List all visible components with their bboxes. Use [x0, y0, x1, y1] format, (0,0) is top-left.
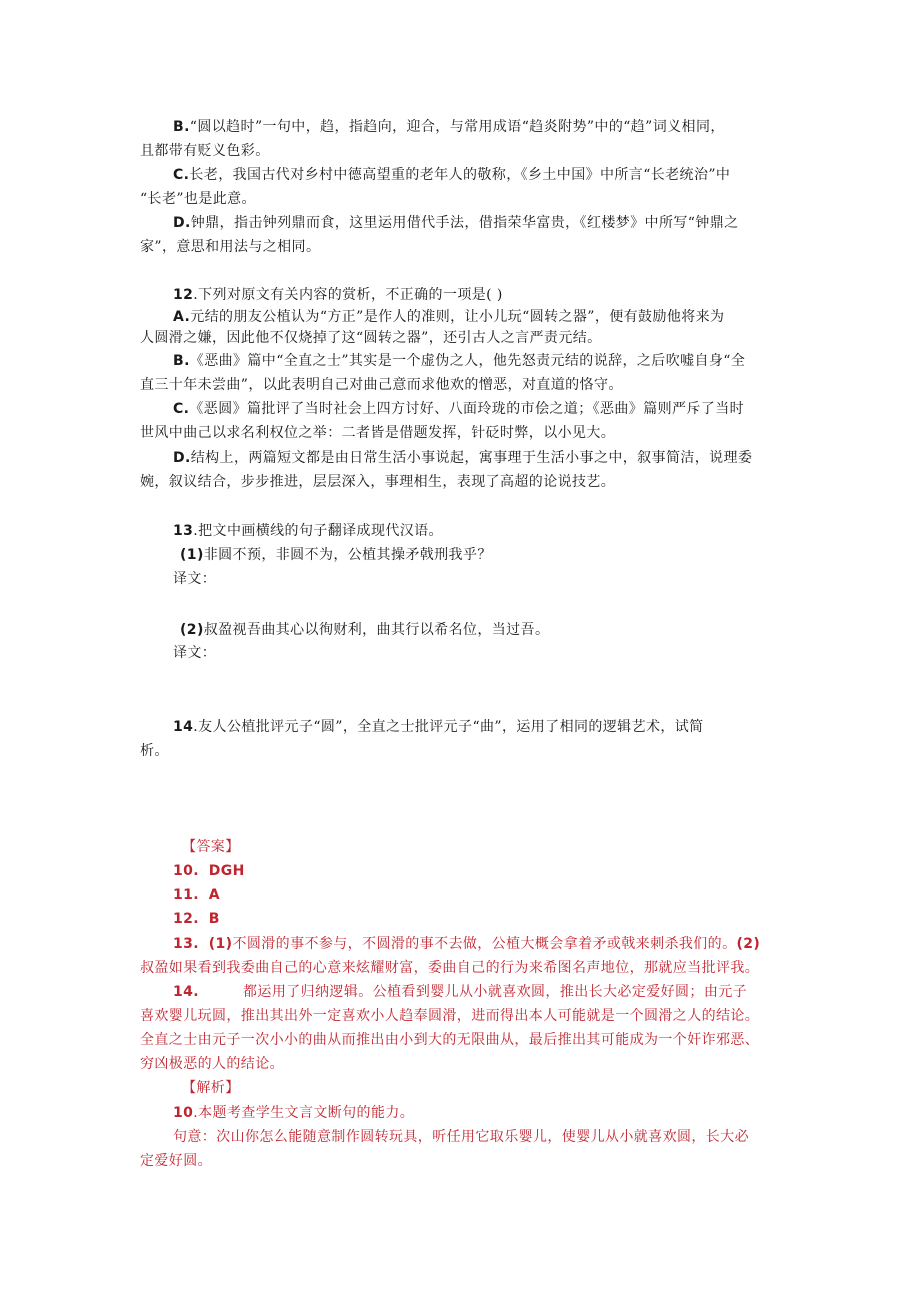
q13-part2-text: 叔盈视吾曲其心以徇财利，曲其行以希名位，当过吾。	[203, 622, 550, 638]
q12-option-a-line2: 人圆滑之嫌，因此他不仅烧掉了这“圆转之器”，还引古人之言严责元结。	[140, 330, 602, 346]
analysis-10-number: 10	[173, 1105, 194, 1121]
q11-option-d-line1	[173, 213, 739, 233]
q13-part2-label: (2)	[180, 622, 204, 638]
q12-option-d-line1	[173, 448, 752, 468]
answer-11-value: A	[208, 887, 220, 903]
answer-12-value: B	[208, 911, 220, 927]
q13-translation2-label: 译文：	[173, 645, 217, 661]
q12-option-a-line1	[173, 307, 724, 327]
answer-10-value: DGH	[208, 863, 245, 879]
q11-option-b-line2: 且都带有贬义色彩。	[140, 143, 270, 159]
q12-option-b-label: B.	[173, 353, 190, 369]
q13-stem	[173, 521, 443, 541]
analysis-meaning-line1: 句意：次山你怎么能随意制作圆转玩具，听任用它取乐婴儿，使婴儿从小就喜欢圆，长大必	[173, 1129, 749, 1145]
q12-option-a-label: A.	[173, 309, 191, 325]
answer-11	[173, 885, 220, 905]
answer-12	[173, 909, 220, 929]
answer-13-part2-text: 叔盈如果看到我委曲自己的心意来炫耀财富，委曲自己的行为来希图名声地位，那就应当批评我。	[140, 960, 760, 976]
answer-13-part1-label: (1)	[208, 936, 233, 952]
answer-14-line1	[173, 982, 747, 1002]
q11-option-d-line2: 家”，意思和用法与之相同。	[140, 239, 321, 255]
q12-option-d-label: D.	[173, 450, 191, 466]
q13-part1	[180, 545, 492, 565]
q12-option-d-text: 结构上，两篇短文都是由日常生活小事说起，寓事理于生活小事之中，叙事简洁，说理委	[190, 450, 753, 466]
q11-option-c-label: C.	[173, 167, 190, 183]
q14-stem-text: .友人公植批评元子“圆”，全直之士批评元子“曲”，运用了相同的逻辑艺术，试简	[193, 719, 704, 735]
q14-stem-line2: 析。	[140, 743, 169, 759]
q13-part2	[180, 620, 549, 640]
q13-translation1-label: 译文：	[173, 571, 217, 587]
q12-option-c-label: C.	[173, 401, 190, 417]
answer-14-number: 14.	[173, 984, 200, 1000]
q11-option-b-text: “圆以趋时”一句中，趋，指趋向，迎合，与常用成语“趋炎附势”中的“趋”词义相同，	[189, 119, 725, 135]
answer-13-part1-text: 不圆滑的事不参与，不圆滑的事不去做，公植大概会拿着矛或戟来刺杀我们的。	[232, 936, 737, 952]
analysis-10	[173, 1103, 414, 1123]
q12-stem	[173, 285, 503, 305]
q14-stem-line1	[173, 717, 704, 737]
q11-option-d-text: 钟鼎，指击钟列鼎而食，这里运用借代手法，借指荣华富贵，《红楼梦》中所写“钟鼎之	[190, 215, 739, 231]
answer-14-line2: 喜欢婴儿玩圆，推出其出外一定喜欢小人趋奉圆滑，进而得出本人可能就是一个圆滑之人的结论。	[140, 1008, 760, 1024]
q13-part1-text: 非圆不预，非圆不为，公植其操矛戟刑我乎？	[203, 547, 492, 563]
q12-option-b-line2: 直三十年未尝曲”，以此表明自己对曲己意而求他欢的憎恶，对直道的恪守。	[140, 377, 623, 393]
answer-13-line1	[173, 934, 760, 954]
q14-number: 14	[173, 719, 194, 735]
q12-option-b-text: 《恶曲》篇中“全直之士”其实是一个虚伪之人，他先怒责元结的说辞，之后吹嘘自身“全	[189, 353, 746, 369]
q11-option-c-line1	[173, 165, 730, 185]
analysis-10-text: .本题考查学生文言文断句的能力。	[193, 1105, 415, 1121]
answer-14-line4: 穷凶极恶的人的结论。	[140, 1056, 284, 1072]
answer-13-number: 13.	[173, 936, 200, 952]
answer-11-number: 11.	[173, 887, 200, 903]
answer-10-number: 10.	[173, 863, 200, 879]
q12-option-a-text: 元结的朋友公植认为“方正”是作人的准则，让小儿玩“圆转之器”，便有鼓励他将来为	[190, 309, 725, 325]
q13-number: 13	[173, 523, 194, 539]
answer-14-line3: 全直之士由元子一次小小的曲从而推出由小到大的无限曲从，最后推出其可能成为一个奸诈邪恶、	[140, 1032, 760, 1048]
answer-14-text1: 都运用了归纳逻辑。公植看到婴儿从小就喜欢圆，推出长大必定爱好圆；由元子	[243, 984, 748, 1000]
q11-option-b-line1	[173, 117, 725, 137]
q11-option-d-label: D.	[173, 215, 191, 231]
answers-header: 【答案】	[182, 839, 240, 855]
analysis-header: 【解析】	[182, 1080, 240, 1096]
analysis-meaning-line2: 定爱好圆。	[140, 1153, 212, 1169]
q12-number: 12	[173, 287, 194, 303]
answer-13-part2-label: (2)	[736, 936, 761, 952]
q12-option-b-line1	[173, 351, 745, 371]
q12-option-c-line1	[173, 399, 744, 419]
q11-option-b-label: B.	[173, 119, 190, 135]
q13-stem-text: .把文中画横线的句子翻译成现代汉语。	[193, 523, 443, 539]
q11-option-c-line2: “长老”也是此意。	[140, 191, 256, 207]
q12-option-c-text: 《恶圆》篇批评了当时社会上四方讨好、八面玲珑的市侩之道；《恶曲》篇则严斥了当时	[189, 401, 745, 417]
q12-stem-text: .下列对原文有关内容的赏析，不正确的一项是( )	[193, 287, 503, 303]
q13-part1-label: (1)	[180, 547, 204, 563]
answer-10	[173, 861, 245, 881]
q12-option-c-line2: 世风中曲己以求名利权位之举：二者皆是借题发挥，针砭时弊，以小见大。	[140, 425, 616, 441]
answer-12-number: 12.	[173, 911, 200, 927]
q11-option-c-text: 长老，我国古代对乡村中德高望重的老年人的敬称，《乡土中国》中所言“长老统治”中	[189, 167, 731, 183]
q12-option-d-line2: 婉，叙议结合，步步推进，层层深入，事理相生，表现了高超的论说技艺。	[140, 474, 616, 490]
